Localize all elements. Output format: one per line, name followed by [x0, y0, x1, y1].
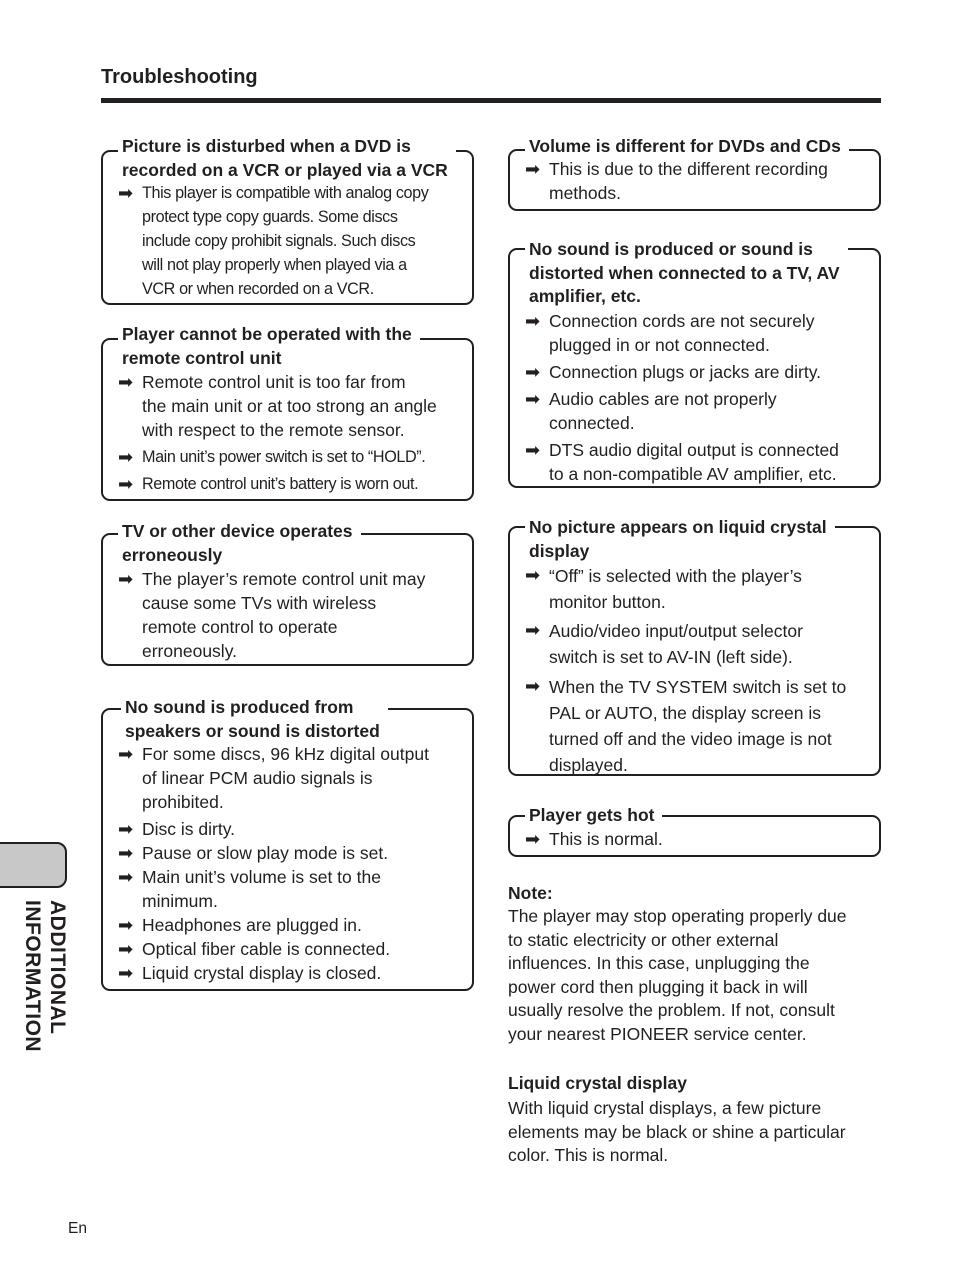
box-title: Picture is disturbed when a DVD is recorded on a VCR or played via a VCR: [118, 135, 456, 182]
arrow-icon: ➡: [525, 440, 541, 460]
arrow-icon: ➡: [118, 474, 133, 494]
list-item: ➡ “Off” is selected with the player’s monitor button.: [525, 565, 802, 612]
box-title: Player gets hot: [525, 804, 662, 828]
list-item: ➡ Connection cords are not securely plugged in or not connected.: [525, 311, 815, 355]
box-no-picture-lcd: [508, 517, 881, 776]
cause-list: [525, 157, 877, 205]
arrow-icon: ➡: [118, 963, 134, 983]
box-tv-device: [101, 521, 474, 666]
list-item: ➡ Pause or slow play mode is set.: [118, 843, 389, 863]
box-no-sound-tv: [508, 239, 881, 488]
box-no-sound-speakers: [101, 697, 474, 991]
list-item: ➡ Remote control unit’s battery is worn out.: [118, 474, 419, 494]
arrow-icon: ➡: [118, 915, 134, 935]
arrow-icon: ➡: [525, 362, 541, 382]
header-rule: [101, 98, 881, 103]
list-item: ➡ Disc is dirty.: [118, 819, 236, 839]
arrow-icon: ➡: [525, 620, 541, 640]
box-title: No sound is produced or sound is distorted when connected to a TV, AV amplifier, etc.: [525, 238, 848, 309]
box-volume-different: [508, 136, 881, 211]
page-language: En: [68, 1220, 87, 1237]
arrow-icon: ➡: [118, 819, 134, 839]
arrow-icon: ➡: [118, 183, 133, 203]
box-remote-control: [101, 324, 474, 501]
arrow-icon: ➡: [118, 744, 134, 764]
lcd-heading: Liquid crystal display: [508, 1073, 687, 1093]
page-title: Troubleshooting: [101, 66, 258, 88]
box-title: Player cannot be operated with the remote control unit: [118, 323, 420, 370]
arrow-icon: ➡: [525, 565, 541, 585]
arrow-icon: ➡: [525, 389, 541, 409]
list-item: ➡ Audio/video input/output selector switch is set to AV-IN (left side).: [525, 620, 803, 667]
list-item: ➡ This is normal.: [525, 829, 663, 849]
list-item: ➡ Remote control unit is too far from the main unit or at too strong an angle with respect to the remote sensor.: [118, 372, 437, 440]
section-tab: [0, 842, 67, 888]
lcd-text: With liquid crystal displays, a few picture elements may be black or shine a particular color. This is normal.: [508, 1098, 846, 1166]
list-item: ➡ DTS audio digital output is connected to a non-compatible AV amplifier, etc.: [525, 440, 839, 484]
cause-list: [525, 827, 877, 851]
arrow-icon: ➡: [525, 676, 541, 696]
arrow-icon: ➡: [525, 159, 541, 179]
cause-list: [118, 567, 470, 663]
arrow-icon: ➡: [525, 829, 541, 849]
cause-list: [118, 181, 470, 301]
box-picture-disturbed: [101, 136, 474, 305]
list-item: ➡ Main unit’s volume is set to the minimum.: [118, 867, 381, 911]
list-item: ➡ Audio cables are not properly connected.: [525, 389, 777, 433]
list-item: ➡ Headphones are plugged in.: [118, 915, 362, 935]
box-title: Volume is different for DVDs and CDs: [525, 135, 849, 159]
box-title: No sound is produced from speakers or sound is distorted: [121, 696, 388, 743]
list-item: ➡ Connection plugs or jacks are dirty.: [525, 362, 822, 382]
arrow-icon: ➡: [118, 867, 134, 887]
list-item: ➡ This player is compatible with analog copy protect type copy guards. Some discs include copy prohibit signals. Such discs will not play properly when played via a VCR or when recorded on a VCR.: [118, 183, 429, 298]
box-title: TV or other device operates erroneously: [118, 520, 361, 567]
list-item: ➡ The player’s remote control unit may cause some TVs with wireless remote control to operate erroneously.: [118, 569, 426, 661]
arrow-icon: ➡: [118, 447, 133, 467]
arrow-icon: ➡: [118, 569, 134, 589]
cause-list: [525, 563, 877, 778]
box-title: No picture appears on liquid crystal display: [525, 516, 835, 563]
note-heading: Note:: [508, 883, 553, 903]
arrow-icon: ➡: [525, 311, 541, 331]
note-text: The player may stop operating properly due to static electricity or other external influences. In this case, unplugging the power cord then plugging it back in will usually resolve the problem. If not, consult your nearest PIONEER service center.: [508, 906, 847, 1044]
box-player-hot: [508, 805, 881, 857]
arrow-icon: ➡: [118, 939, 134, 959]
arrow-icon: ➡: [118, 843, 134, 863]
list-item: ➡ Main unit’s power switch is set to “HOLD”.: [118, 447, 426, 467]
arrow-icon: ➡: [118, 372, 134, 392]
list-item: ➡ For some discs, 96 kHz digital output of linear PCM audio signals is prohibited.: [118, 744, 429, 812]
list-item: ➡ When the TV SYSTEM switch is set to PAL or AUTO, the display screen is turned off and the video image is not displayed.: [525, 676, 847, 775]
list-item: ➡ Optical fiber cable is connected.: [118, 939, 391, 959]
cause-list: [118, 370, 470, 496]
cause-list: [118, 742, 470, 985]
list-item: ➡ This is due to the different recording methods.: [525, 159, 828, 203]
cause-list: [525, 309, 877, 486]
section-label: ADDITIONAL INFORMATION: [21, 900, 69, 1053]
list-item: ➡ Liquid crystal display is closed.: [118, 963, 382, 983]
